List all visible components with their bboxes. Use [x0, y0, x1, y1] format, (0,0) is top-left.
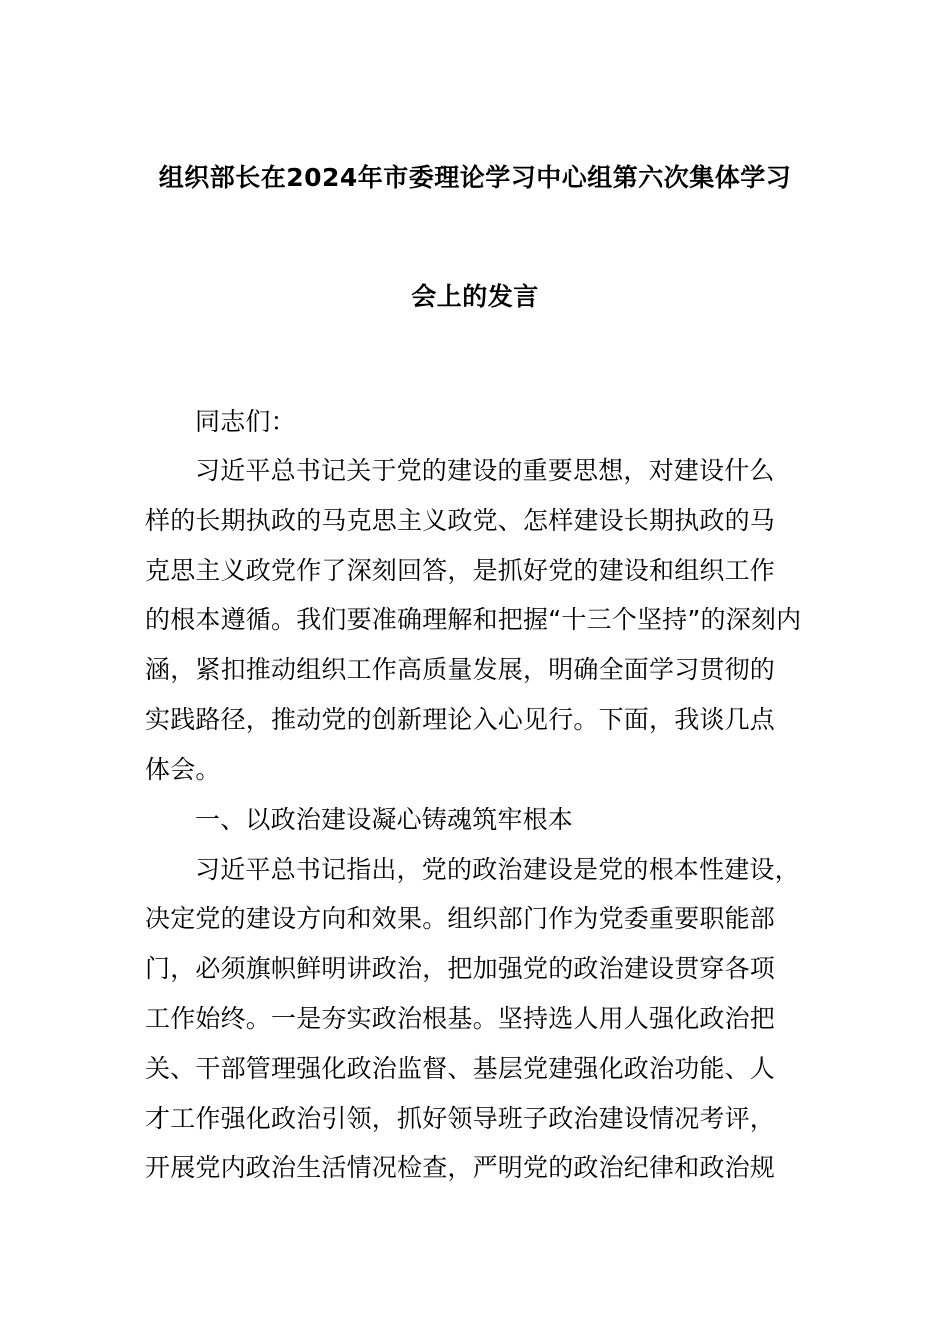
- paragraph-line: 样的长期执政的马克思主义政党、怎样建设长期执政的马: [145, 506, 776, 535]
- paragraph-line: 关、干部管理强化政治监督、基层党建强化政治功能、人: [145, 1054, 776, 1083]
- paragraph-line: 实践路径，推动党的创新理论入心见行。下面，我谈几点: [145, 705, 776, 734]
- document-title-line-1: 组织部长在2024年市委理论学习中心组第六次集体学习: [158, 163, 792, 192]
- document-title-line-2: 会上的发言: [411, 282, 539, 311]
- paragraph-line: 的根本遵循。我们要准确理解和把握“十三个坚持”的深刻内: [145, 605, 802, 634]
- paragraph-line: 开展党内政治生活情况检查，严明党的政治纪律和政治规: [145, 1153, 776, 1182]
- paragraph-line: 习近平总书记关于党的建设的重要思想，对建设什么: [195, 456, 775, 485]
- paragraph-line: 体会。: [145, 755, 221, 784]
- paragraph-line: 克思主义政党作了深刻回答，是抓好党的建设和组织工作: [145, 556, 776, 585]
- paragraph-line: 门，必须旗帜鲜明讲政治，把加强党的政治建设贯穿各项: [145, 954, 776, 983]
- salutation: 同志们：: [195, 407, 296, 436]
- paragraph-line: 才工作强化政治引领，抓好领导班子政治建设情况考评，: [145, 1104, 776, 1133]
- paragraph-line: 决定党的建设方向和效果。组织部门作为党委重要职能部: [145, 904, 776, 933]
- paragraph-line: 工作始终。一是夯实政治根基。坚持选人用人强化政治把: [145, 1004, 776, 1033]
- paragraph-line: 习近平总书记指出，党的政治建设是党的根本性建设，: [195, 855, 800, 884]
- section-heading: 一、以政治建设凝心铸魂筑牢根本: [195, 805, 574, 834]
- paragraph-line: 涵，紧扣推动组织工作高质量发展，明确全面学习贯彻的: [145, 655, 776, 684]
